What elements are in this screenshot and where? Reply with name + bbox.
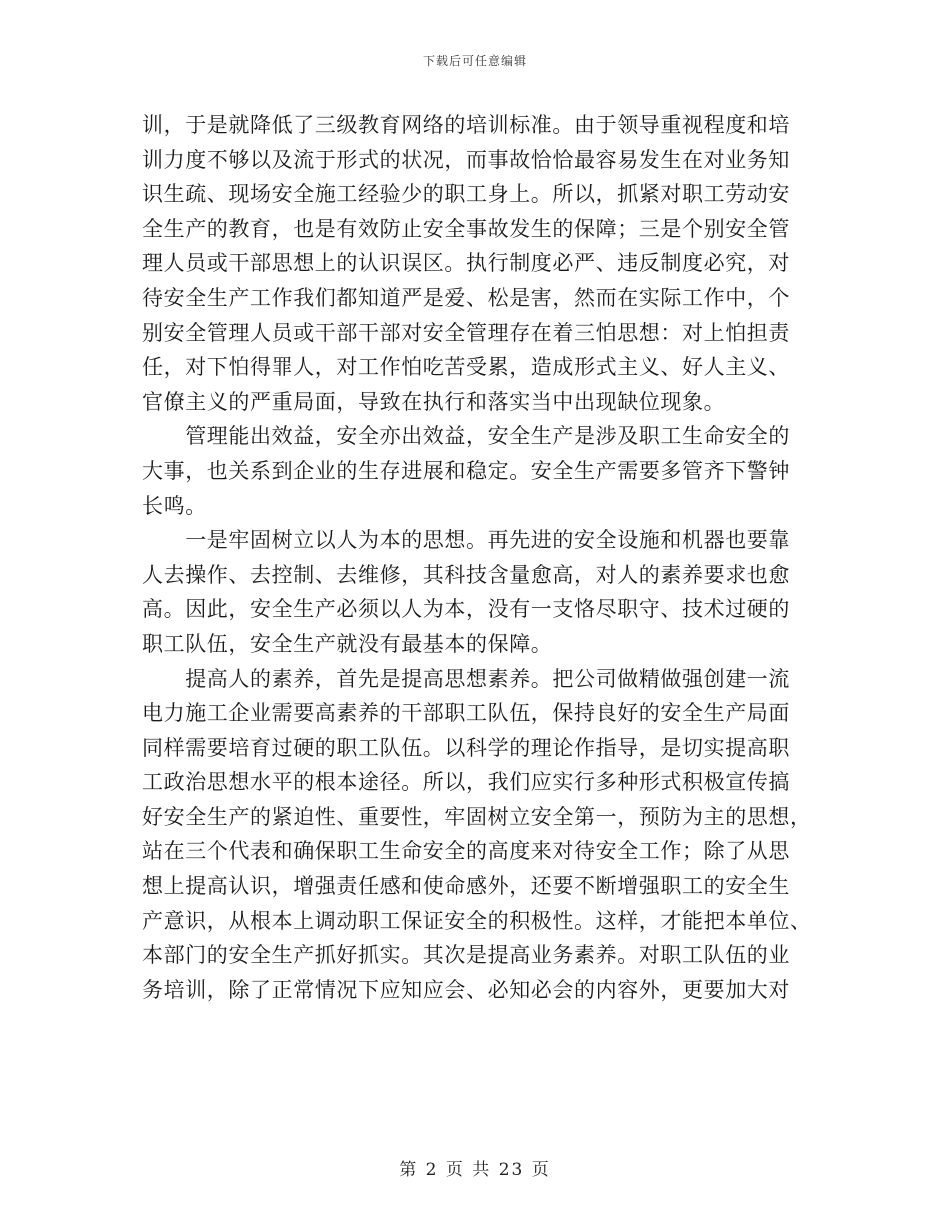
text-line: 训，于是就降低了三级教育网络的培训标准。由于领导重视程度和培 (142, 113, 790, 137)
text-line: 务培训，除了正常情况下应知应会、必知必会的内容外，更要加大对 (142, 977, 790, 1002)
text-line: 大事，也关系到企业的生存进展和稳定。安全生产需要多管齐下警钟 (142, 458, 790, 483)
text-line: 高。因此，安全生产必须以人为本，没有一支恪尽职守、技术过硬的 (142, 597, 790, 622)
text-line: 电力施工企业需要高素养的干部职工队伍，保持良好的安全生产局面 (142, 701, 790, 726)
text-line: 一是牢固树立以人为本的思想。再先进的安全设施和机器也要靠 (142, 528, 790, 553)
page-header: 下载后可任意编辑 (422, 54, 527, 68)
text-line: 训力度不够以及流于形式的状况，而事故恰恰最容易发生在对业务知 (142, 147, 790, 172)
text-line: 管理能出效益，安全亦出效益，安全生产是涉及职工生命安全的 (142, 424, 790, 449)
text-line: 理人员或干部思想上的认识误区。执行制度必严、违反制度必究，对 (142, 251, 790, 276)
text-line: 同样需要培育过硬的职工队伍。以科学的理论作指导，是切实提高职 (142, 735, 790, 760)
text-line: 本部门的安全生产抓好抓实。其次是提高业务素养。对职工队伍的业 (142, 943, 790, 968)
text-line: 工政治思想水平的根本途径。所以，我们应实行多种形式积极宣传搞 (142, 770, 790, 795)
text-line: 全生产的教育，也是有效防止安全事故发生的保障；三是个别安全管 (142, 216, 790, 241)
text-line: 识生疏、现场安全施工经验少的职工身上。所以，抓紧对职工劳动安 (142, 182, 790, 207)
text-line: 好安全生产的紧迫性、重要性，牢固树立安全第一，预防为主的思想， (142, 804, 812, 829)
text-line: 职工队伍，安全生产就没有最基本的保障。 (142, 631, 553, 656)
text-line: 别安全管理人员或干部干部对安全管理存在着三怕思想：对上怕担责 (142, 320, 790, 345)
text-line: 长鸣。 (142, 493, 207, 518)
text-line: 想上提高认识，增强责任感和使命感外，还要不断增强职工的安全生 (142, 874, 790, 899)
text-line: 官僚主义的严重局面，导致在执行和落实当中出现缺位现象。 (142, 389, 726, 414)
text-line: 站在三个代表和确保职工生命安全的高度来对待安全工作；除了从思 (142, 839, 790, 864)
text-line: 任，对下怕得罪人，对工作怕吃苦受累，造成形式主义、好人主义、 (142, 355, 790, 380)
text-line: 提高人的素养，首先是提高思想素养。把公司做精做强创建一流 (142, 666, 790, 691)
text-line: 产意识，从根本上调动职工保证安全的积极性。这样，才能把本单位、 (142, 908, 812, 933)
text-line: 人去操作、去控制、去维修，其科技含量愈高，对人的素养要求也愈 (142, 562, 790, 587)
page-number-footer: 第 2 页 共 23 页 (399, 1160, 551, 1180)
body-text (142, 108, 812, 1007)
text-line: 待安全生产工作我们都知道严是爱、松是害，然而在实际工作中，个 (142, 285, 790, 310)
